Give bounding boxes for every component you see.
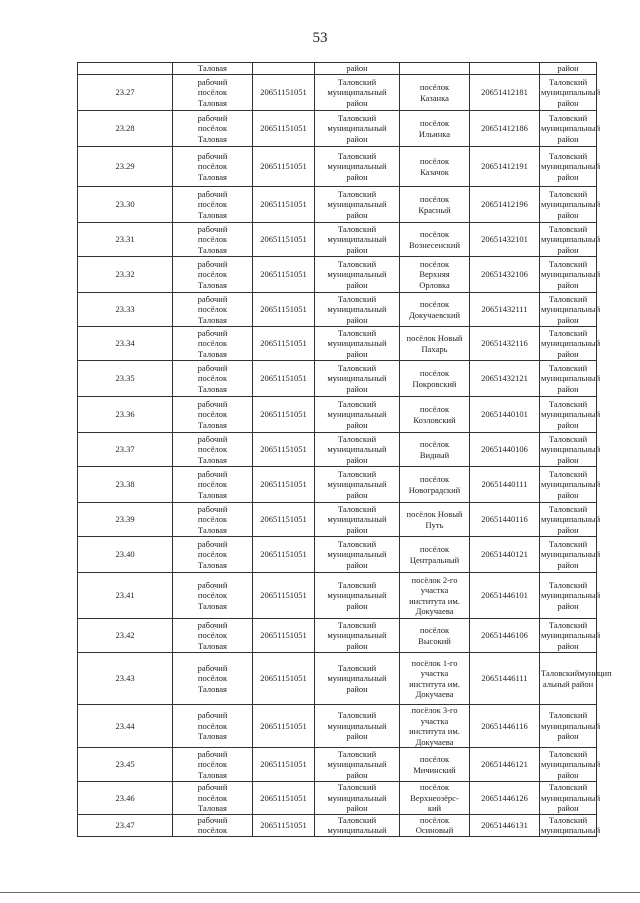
cell-settlement: рабочий посёлок Таловая bbox=[173, 573, 253, 619]
cell-settlement: рабочий посёлок Таловая bbox=[173, 223, 253, 257]
cell-municipality: Таловский муниципальный район bbox=[540, 705, 597, 748]
cell-municipality: Таловский муниципальный район bbox=[540, 467, 597, 503]
cell-no: 23.45 bbox=[78, 748, 173, 782]
table-row bbox=[78, 653, 597, 705]
cell-district: Таловский муниципальный район bbox=[315, 705, 400, 748]
cell-no: 23.28 bbox=[78, 111, 173, 147]
table-row bbox=[78, 503, 597, 537]
cell-code: 20651412181 bbox=[470, 75, 540, 111]
cell-district: Таловский муниципальный район bbox=[315, 187, 400, 223]
cell-municipality: Таловский муниципальный район bbox=[541, 433, 601, 465]
table-row bbox=[78, 467, 597, 503]
cell-district: Таловский муниципальный район bbox=[315, 433, 400, 467]
cell-locality: посёлок Осиновый bbox=[400, 814, 470, 836]
cell-code: 20651446121 bbox=[470, 748, 540, 782]
cell-no: 23.42 bbox=[78, 619, 173, 653]
cell-locality: посёлок 1-го участка института им. Докучаева bbox=[400, 653, 470, 705]
cell-code: 20651151051 bbox=[253, 187, 315, 223]
cell-settlement: рабочий посёлок Таловая bbox=[173, 537, 253, 573]
cell-code: 20651151051 bbox=[253, 433, 315, 467]
cell-settlement: рабочий посёлок bbox=[173, 814, 253, 836]
cell-municipality: Таловский муниципальный район bbox=[540, 397, 597, 433]
cell-municipality: Таловский муниципальный район bbox=[541, 293, 601, 325]
cell-code: 20651446116 bbox=[470, 705, 540, 748]
cell-settlement: рабочий посёлок Таловая bbox=[173, 433, 253, 467]
cell-municipality: Таловский муниципальный район bbox=[540, 75, 597, 111]
settlements-table bbox=[77, 62, 612, 837]
cell-settlement: рабочий посёлок Таловая bbox=[173, 293, 253, 327]
cell-municipality: Таловский муниципальный район bbox=[541, 223, 601, 255]
table-row bbox=[78, 187, 597, 223]
cell-no: 23.30 bbox=[78, 187, 173, 223]
cell-code: 20651446131 bbox=[470, 814, 540, 836]
cell-no: 23.47 bbox=[78, 814, 173, 836]
cell-code: 20651151051 bbox=[253, 653, 315, 705]
cell-code: 20651151051 bbox=[253, 147, 315, 187]
table-row bbox=[78, 147, 597, 187]
table-row bbox=[78, 257, 597, 293]
cell-locality: посёлок Новый Пахарь bbox=[400, 327, 470, 361]
cell-district: Таловский муниципальный bbox=[315, 814, 400, 836]
cell-code: 20651432121 bbox=[470, 361, 540, 397]
cell-district: Таловский муниципальный район bbox=[315, 327, 400, 361]
cell-district: Таловский муниципальный район bbox=[315, 653, 400, 705]
cell-code: 20651151051 bbox=[253, 705, 315, 748]
cell-locality: посёлок Верхнеозёрс- кий bbox=[400, 782, 470, 815]
cell-district: Таловский муниципальный район bbox=[315, 748, 400, 782]
cell-no: 23.29 bbox=[78, 147, 173, 187]
cell-settlement: рабочий посёлок Таловая bbox=[173, 397, 253, 433]
cell-municipality: Таловский муниципальный район bbox=[540, 147, 597, 187]
cell-code: 20651440116 bbox=[470, 503, 540, 537]
cell-no: 23.44 bbox=[78, 705, 173, 748]
cell-no: 23.31 bbox=[78, 223, 173, 257]
cell-no: 23.35 bbox=[78, 361, 173, 397]
cell-district: Таловский муниципальный район bbox=[315, 147, 400, 187]
cell-code: 20651432106 bbox=[470, 257, 540, 293]
table-row bbox=[78, 293, 597, 327]
cell-no: 23.27 bbox=[78, 75, 173, 111]
cell-district: Таловский муниципальный район bbox=[315, 573, 400, 619]
cell-no: 23.46 bbox=[78, 782, 173, 815]
cell-settlement: Таловая bbox=[173, 63, 253, 75]
cell-locality: посёлок Новоградский bbox=[400, 467, 470, 503]
cell-no: 23.36 bbox=[78, 397, 173, 433]
cell-municipality: Таловский муниципальный район bbox=[541, 619, 601, 651]
cell-locality: посёлок Видный bbox=[400, 433, 470, 467]
cell-code: 20651446101 bbox=[470, 573, 540, 619]
cell-settlement: рабочий посёлок Таловая bbox=[173, 187, 253, 223]
cell-settlement: рабочий посёлок Таловая bbox=[173, 75, 253, 111]
cell-code: 20651440101 bbox=[470, 397, 540, 433]
cell-municipality: Таловский муниципальный район bbox=[540, 111, 597, 147]
cell-no: 23.32 bbox=[78, 257, 173, 293]
cell-municipality: Таловский муниципальный район bbox=[541, 748, 601, 780]
table-row bbox=[78, 63, 597, 75]
cell-settlement: рабочий посёлок Таловая bbox=[173, 257, 253, 293]
cell-district: Таловский муниципальный район bbox=[315, 782, 400, 815]
cell-code: 20651151051 bbox=[253, 503, 315, 537]
table-row bbox=[78, 75, 597, 111]
cell-code: 20651151051 bbox=[253, 327, 315, 361]
cell-municipality: Таловский муниципальный район bbox=[541, 503, 601, 535]
cell-code: 20651151051 bbox=[253, 223, 315, 257]
bottom-rule bbox=[0, 892, 640, 893]
cell-no: 23.40 bbox=[78, 537, 173, 573]
cell-no: 23.39 bbox=[78, 503, 173, 537]
cell-code: 20651151051 bbox=[253, 814, 315, 836]
cell-code: 20651432111 bbox=[470, 293, 540, 327]
cell-locality: посёлок Красный bbox=[400, 187, 470, 223]
cell-no: 23.37 bbox=[78, 433, 173, 467]
cell-locality: посёлок Новый Путь bbox=[400, 503, 470, 537]
cell-locality: посёлок Докучаевский bbox=[400, 293, 470, 327]
cell-locality: посёлок Вознесенский bbox=[400, 223, 470, 257]
cell-municipality: Таловский муниципальный район bbox=[540, 187, 597, 223]
cell-district: Таловский муниципальный район bbox=[315, 75, 400, 111]
cell-code: 20651432116 bbox=[470, 327, 540, 361]
cell-code bbox=[470, 63, 540, 75]
cell-locality: посёлок Мичинский bbox=[400, 748, 470, 782]
cell-district: Таловский муниципальный район bbox=[315, 111, 400, 147]
table-row bbox=[78, 223, 597, 257]
cell-settlement: рабочий посёлок Таловая bbox=[173, 782, 253, 815]
cell-municipality: Таловский муниципальный район bbox=[541, 327, 601, 359]
cell-settlement: рабочий посёлок Таловая bbox=[173, 111, 253, 147]
table-row bbox=[78, 705, 597, 748]
cell-code: 20651151051 bbox=[253, 782, 315, 815]
cell-locality: посёлок Казанка bbox=[400, 75, 470, 111]
cell-code: 20651432101 bbox=[470, 223, 540, 257]
cell-code: 20651412191 bbox=[470, 147, 540, 187]
cell-no: 23.41 bbox=[78, 573, 173, 619]
cell-locality: посёлок 3-го участка института им. Докучаева bbox=[400, 705, 470, 748]
cell-code: 20651151051 bbox=[253, 111, 315, 147]
cell-district: Таловский муниципальный район bbox=[315, 361, 400, 397]
cell-code: 20651151051 bbox=[253, 361, 315, 397]
table-row bbox=[78, 748, 597, 782]
cell-municipality: Таловский муниципальный bbox=[541, 814, 601, 835]
cell-settlement: рабочий посёлок Таловая bbox=[173, 619, 253, 653]
cell-code: 20651151051 bbox=[253, 619, 315, 653]
cell-locality: посёлок Ильинка bbox=[400, 111, 470, 147]
cell-code: 20651440106 bbox=[470, 433, 540, 467]
cell-locality: посёлок Казачок bbox=[400, 147, 470, 187]
cell-no: 23.34 bbox=[78, 327, 173, 361]
cell-code: 20651151051 bbox=[253, 467, 315, 503]
cell-district: Таловский муниципальный район bbox=[315, 397, 400, 433]
cell-district: Таловский муниципальный район bbox=[315, 257, 400, 293]
cell-locality: посёлок Высокий bbox=[400, 619, 470, 653]
cell-locality: посёлок Покровский bbox=[400, 361, 470, 397]
table-row bbox=[78, 397, 597, 433]
cell-code: 20651412186 bbox=[470, 111, 540, 147]
cell-settlement: рабочий посёлок Таловая bbox=[173, 748, 253, 782]
cell-municipality: Таловский муниципальный район bbox=[540, 573, 597, 619]
table-row bbox=[78, 361, 597, 397]
cell-code: 20651151051 bbox=[253, 397, 315, 433]
cell-settlement: рабочий посёлок Таловая bbox=[173, 467, 253, 503]
cell-settlement: рабочий посёлок Таловая bbox=[173, 327, 253, 361]
cell-settlement: рабочий посёлок Таловая bbox=[173, 705, 253, 748]
cell-district: Таловский муниципальный район bbox=[315, 619, 400, 653]
cell-no: 23.43 bbox=[78, 653, 173, 705]
cell-locality: посёлок Верхняя Орловка bbox=[400, 257, 470, 293]
cell-no: 23.33 bbox=[78, 293, 173, 327]
cell-code: 20651151051 bbox=[253, 257, 315, 293]
cell-settlement: рабочий посёлок Таловая bbox=[173, 147, 253, 187]
cell-district: Таловский муниципальный район bbox=[315, 293, 400, 327]
cell-locality: посёлок Козловский bbox=[400, 397, 470, 433]
cell-locality: посёлок 2-го участка института им. Докучаева bbox=[400, 573, 470, 619]
cell-code: 20651412196 bbox=[470, 187, 540, 223]
table-row bbox=[78, 327, 597, 361]
table-row bbox=[78, 573, 597, 619]
cell-district: Таловский муниципальный район bbox=[315, 467, 400, 503]
cell-code: 20651440121 bbox=[470, 537, 540, 573]
table-body bbox=[78, 63, 612, 837]
cell-settlement: рабочий посёлок Таловая bbox=[173, 361, 253, 397]
cell-code: 20651151051 bbox=[253, 748, 315, 782]
cell-locality bbox=[400, 63, 470, 75]
cell-locality: посёлок Центральный bbox=[400, 537, 470, 573]
cell-settlement: рабочий посёлок Таловая bbox=[173, 653, 253, 705]
table-row bbox=[78, 433, 597, 467]
table-row bbox=[78, 537, 597, 573]
table-row bbox=[78, 782, 597, 815]
cell-code: 20651151051 bbox=[253, 293, 315, 327]
cell-municipality: Таловский муниципальный район bbox=[540, 537, 597, 573]
cell-district: Таловский муниципальный район bbox=[315, 223, 400, 257]
cell-settlement: рабочий посёлок Таловая bbox=[173, 503, 253, 537]
cell-district: Таловский муниципальный район bbox=[315, 537, 400, 573]
cell-district: Таловский муниципальный район bbox=[315, 503, 400, 537]
page-number: 53 bbox=[312, 30, 328, 46]
cell-municipality: район bbox=[540, 63, 597, 75]
cell-code: 20651151051 bbox=[253, 537, 315, 573]
cell-code: 20651446126 bbox=[470, 782, 540, 815]
cell-municipality: Таловский муниципальный район bbox=[540, 361, 597, 397]
cell-code: 20651151051 bbox=[253, 573, 315, 619]
cell-code bbox=[253, 63, 315, 75]
cell-no: 23.38 bbox=[78, 467, 173, 503]
cell-municipality: Таловский муниципальный район bbox=[540, 257, 597, 293]
cell-code: 20651440111 bbox=[470, 467, 540, 503]
table-row bbox=[78, 111, 597, 147]
cell-municipality: Таловский муниципальный район bbox=[541, 782, 601, 813]
table-row bbox=[78, 619, 597, 653]
cell-code: 20651446106 bbox=[470, 619, 540, 653]
cell-municipality: Таловскиймуницип альный район bbox=[540, 653, 597, 705]
table-row bbox=[78, 814, 597, 836]
cell-district: район bbox=[315, 63, 400, 75]
cell-code: 20651151051 bbox=[253, 75, 315, 111]
cell-no bbox=[78, 63, 173, 75]
cell-code: 20651446111 bbox=[470, 653, 540, 705]
